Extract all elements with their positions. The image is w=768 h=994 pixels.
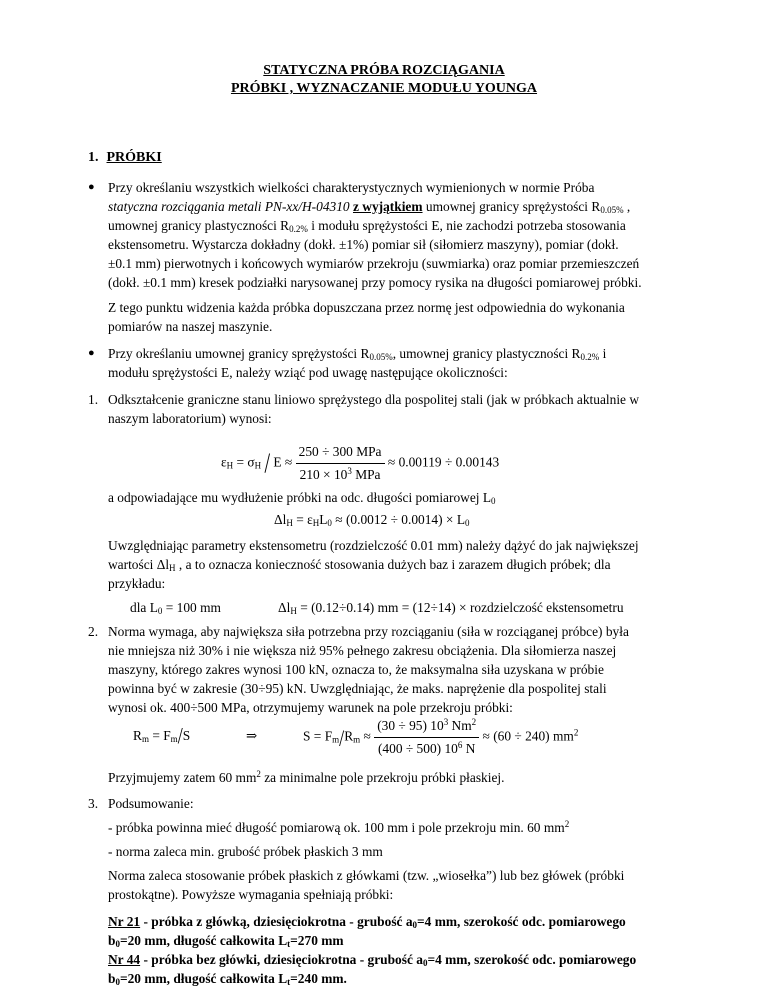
- text-span: umownej granicy sprężystości R: [425, 199, 601, 214]
- math-symbol: = ε: [296, 512, 313, 527]
- norm-title: statyczna rozciągania metali PN-xx/H-04310: [108, 199, 350, 214]
- text-line: [108, 950, 675, 969]
- section-number: 1.: [88, 150, 99, 165]
- slash-symbol: /: [264, 448, 271, 479]
- text-span: MPa: [351, 467, 381, 482]
- subscript: 0.2%: [580, 352, 600, 362]
- text-span: =20 mm, długość całkowita L: [119, 933, 288, 948]
- sample-nr-44: [108, 950, 675, 988]
- math-symbol: = F: [152, 728, 171, 743]
- subscript: t: [287, 939, 291, 949]
- fraction: [374, 716, 479, 759]
- math-symbol: R: [344, 728, 354, 744]
- text-line: [108, 344, 675, 363]
- text-span: - próbka z główką, dziesięciokrotna - grubość a: [140, 914, 413, 929]
- implies-arrow: ⇒: [246, 728, 258, 743]
- text-line: prostokątne). Powyższe wymagania spełniają próbki:: [108, 887, 394, 902]
- sample-label: Nr 44: [108, 952, 141, 967]
- superscript: 2: [471, 717, 477, 727]
- text-line: maszyny, którego zakres wynosi 100 kN, oznacza to, że maksymalna siła uzyskana w próbie: [108, 662, 604, 677]
- math-symbol: = σ: [236, 454, 255, 470]
- subscript: 0.05%: [600, 205, 624, 215]
- bullet-icon: ●: [88, 347, 95, 359]
- text-span: =240 mm.: [290, 971, 347, 986]
- text-line: [108, 818, 569, 837]
- equation-result: ≈ (60 ÷ 240) mm: [482, 728, 574, 744]
- superscript: 2: [564, 819, 570, 829]
- numerator: [374, 716, 479, 737]
- subscript: H: [226, 460, 234, 471]
- subscript: m: [141, 734, 149, 744]
- text-line: Podsumowanie:: [108, 796, 194, 811]
- subscript: 0: [115, 977, 120, 987]
- subscript: t: [287, 977, 291, 987]
- text-span: - próbka bez główki, dziesięciokrotna - grubość a: [140, 952, 423, 967]
- text-line: [108, 768, 504, 787]
- sample-label: Nr 21: [108, 914, 141, 929]
- subscript: 0: [465, 518, 470, 528]
- subscript: m: [170, 734, 178, 744]
- equation-area: [303, 716, 578, 759]
- section-heading: [88, 150, 162, 166]
- subscript: m: [332, 734, 340, 745]
- subscript: H: [312, 518, 320, 528]
- slash-symbol: /: [177, 723, 183, 750]
- text-span: 210 × 10: [299, 467, 348, 482]
- text-span: N: [462, 741, 476, 756]
- superscript: 6: [457, 740, 463, 750]
- text-span: dla L: [130, 600, 158, 615]
- text-span: =4 mm, szerokość odc. pomiarowego: [417, 914, 626, 929]
- paragraph-z: [108, 298, 675, 336]
- text-line: Odkształcenie graniczne stanu liniowo sprężystego dla pospolitej stali (jak w próbkach aktualnie w: [108, 392, 640, 407]
- subscript: H: [169, 563, 176, 573]
- subscript: H: [254, 460, 262, 471]
- subscript: 0: [327, 518, 332, 528]
- text-span: Przy określaniu umownej granicy sprężystości R: [108, 346, 370, 361]
- subscript: 0.2%: [289, 224, 308, 234]
- bullet-icon: ●: [88, 181, 95, 193]
- text-span: (30 ÷ 95) 10: [377, 718, 444, 733]
- text-span: = (0.12÷0.14) mm = (12÷14) × rozdzielczość ekstensometru: [300, 600, 624, 615]
- math-symbol: S: [182, 728, 191, 743]
- text-span: i modułu sprężystości E, nie zachodzi potrzeba stosowania: [311, 218, 626, 233]
- text-span: b: [108, 933, 116, 948]
- math-symbol: ≈ (0.0012 ÷ 0.0014) × L: [335, 512, 466, 527]
- text-line: [108, 216, 675, 235]
- text-line: przykładu:: [108, 576, 166, 591]
- text-line: Przy określaniu wszystkich wielkości charakterystycznych wymienionych w normie Próba: [108, 180, 595, 195]
- item-number: 2.: [88, 624, 99, 639]
- text-line: [108, 488, 496, 507]
- math-symbol: R: [133, 728, 142, 743]
- subscript: 0: [115, 939, 120, 949]
- text-line: Uwzględniając parametry ekstensometru (rozdzielczość 0.01 mm) należy dążyć do jak największej: [108, 538, 639, 553]
- item-number: 1.: [88, 392, 99, 407]
- text-span: =20 mm, długość całkowita L: [119, 971, 288, 986]
- subscript: H: [286, 518, 293, 528]
- text-span: ,: [626, 199, 631, 214]
- text-span: wartości Δl: [108, 557, 170, 572]
- title-line-2: PRÓBKI , WYZNACZANIE MODUŁU YOUNGA: [230, 81, 538, 96]
- denominator: [296, 463, 385, 485]
- subscript: m: [353, 734, 361, 745]
- text-span: b: [108, 971, 116, 986]
- section-title: PRÓBKI: [106, 150, 162, 165]
- subscript: 0: [422, 958, 428, 968]
- text-line: modułu sprężystości E, należy wziąć pod uwagę następujące okoliczności:: [108, 365, 508, 380]
- superscript: 3: [347, 466, 352, 476]
- subscript: 0: [491, 496, 496, 506]
- text-line: [108, 197, 675, 216]
- text-span: = 100 mm: [165, 600, 221, 615]
- text-line: [108, 555, 675, 574]
- example-left: [130, 598, 221, 617]
- text-line: wynosi ok. 400÷500 MPa, otrzymujemy warunek na pole przekroju próbki:: [108, 700, 513, 715]
- text-span: =270 mm: [290, 933, 344, 948]
- title-line-1: STATYCZNA PRÓBA ROZCIĄGANIA: [263, 63, 505, 78]
- text-span: i: [602, 346, 607, 361]
- text-span: (400 ÷ 500) 10: [377, 741, 458, 756]
- superscript: 3: [443, 717, 449, 727]
- text-line: pomiarów na naszej maszynie.: [108, 319, 273, 334]
- slash-symbol: /: [339, 724, 345, 751]
- text-line: - norma zaleca min. grubość próbek płaskich 3 mm: [108, 844, 383, 859]
- bullet-1-paragraph: [108, 178, 675, 292]
- text-line: [108, 969, 675, 988]
- math-symbol: S = F: [303, 728, 333, 744]
- text-span: =4 mm, szerokość odc. pomiarowego: [427, 952, 637, 967]
- math-symbol: ≈: [363, 728, 371, 744]
- denominator: [374, 737, 479, 759]
- bullet-2-paragraph: [108, 344, 675, 382]
- equation-strain: [221, 442, 499, 485]
- math-symbol: E ≈: [273, 454, 293, 470]
- text-line: naszym laboratorium) wynosi:: [108, 411, 272, 426]
- text-line: Z tego punktu widzenia każda próbka dopuszczana przez normę jest odpowiednia do wykonania: [108, 300, 625, 315]
- item-2-paragraph: [108, 622, 675, 717]
- subscript: 0: [412, 920, 418, 930]
- example-right: [278, 598, 624, 617]
- text-line: [108, 912, 675, 931]
- text-span: , a to oznacza konieczność stosowania dużych baz i zarazem długich próbek; dla: [178, 557, 611, 572]
- text-span: Nm: [448, 718, 472, 733]
- text-line: nie mniejsza niż 30% i nie większa niż 95% pełnego zakresu obciążenia. Dla siłomierza naszej: [108, 643, 617, 658]
- text-line: Norma zaleca stosowanie próbek płaskich z główkami (tzw. „wiosełka”) lub bez główek (próbki: [108, 868, 625, 883]
- text-span: Przyjmujemy zatem 60 mm: [108, 770, 257, 785]
- item-3-paragraph: [108, 866, 675, 904]
- subscript: 0.05%: [369, 352, 393, 362]
- text-span: umownej granicy plastyczności R: [108, 218, 290, 233]
- text-span: , umownej granicy plastyczności R: [392, 346, 581, 361]
- text-line: powinna być w zakresie (30÷95) kN. Uwzględniając, że maks. naprężenie dla pospolitej stali: [108, 681, 607, 696]
- superscript: 2: [256, 769, 261, 779]
- text-span: za minimalne pole przekroju próbki płaskiej.: [260, 770, 505, 785]
- text-span: a odpowiadające mu wydłużenie próbki na odc. długości pomiarowej L: [108, 490, 492, 505]
- item-1-paragraph: [108, 390, 675, 428]
- text-line: [108, 931, 675, 950]
- math-symbol: ε: [221, 454, 227, 470]
- math-symbol: L: [319, 512, 328, 527]
- superscript: 2: [573, 727, 579, 738]
- text-line: ±0.1 mm) pierwotnych i końcowych wymiarów przekroju (suwmiarka) oraz pomiar przemieszczeń: [108, 256, 640, 271]
- item-number: 3.: [88, 796, 99, 811]
- text-line: ekstensometru. Wystarcza dokładny (dokł. ±1%) pomiar sił (siłomierz maszyny), pomiar (dokł.: [108, 237, 619, 252]
- text-span: Δl: [278, 600, 291, 615]
- equation-result: ≈ 0.00119 ÷ 0.00143: [387, 454, 500, 470]
- item-1-continued: [108, 536, 675, 593]
- subscript: H: [290, 606, 297, 616]
- math-symbol: Δl: [274, 512, 287, 527]
- fraction: [296, 442, 385, 485]
- equation-elongation: [274, 510, 470, 529]
- text-line: Norma wymaga, aby największa siła potrzebna przy rozciąganiu (siła w rozciąganej próbce) była: [108, 624, 629, 639]
- sample-nr-21: [108, 912, 675, 950]
- equation-stress: [133, 723, 191, 750]
- subscript: 0: [157, 606, 163, 616]
- emphasis-text: z wyjątkiem: [352, 199, 423, 214]
- text-line: (dokł. ±0.1 mm) kresek podziałki narysowanej przy pomocy rysika na długości pomiarowej próbki.: [108, 275, 642, 290]
- text-span: - próbka powinna mieć długość pomiarową ok. 100 mm i pole przekroju min. 60 mm: [108, 820, 565, 835]
- numerator: 250 ÷ 300 MPa: [298, 444, 382, 459]
